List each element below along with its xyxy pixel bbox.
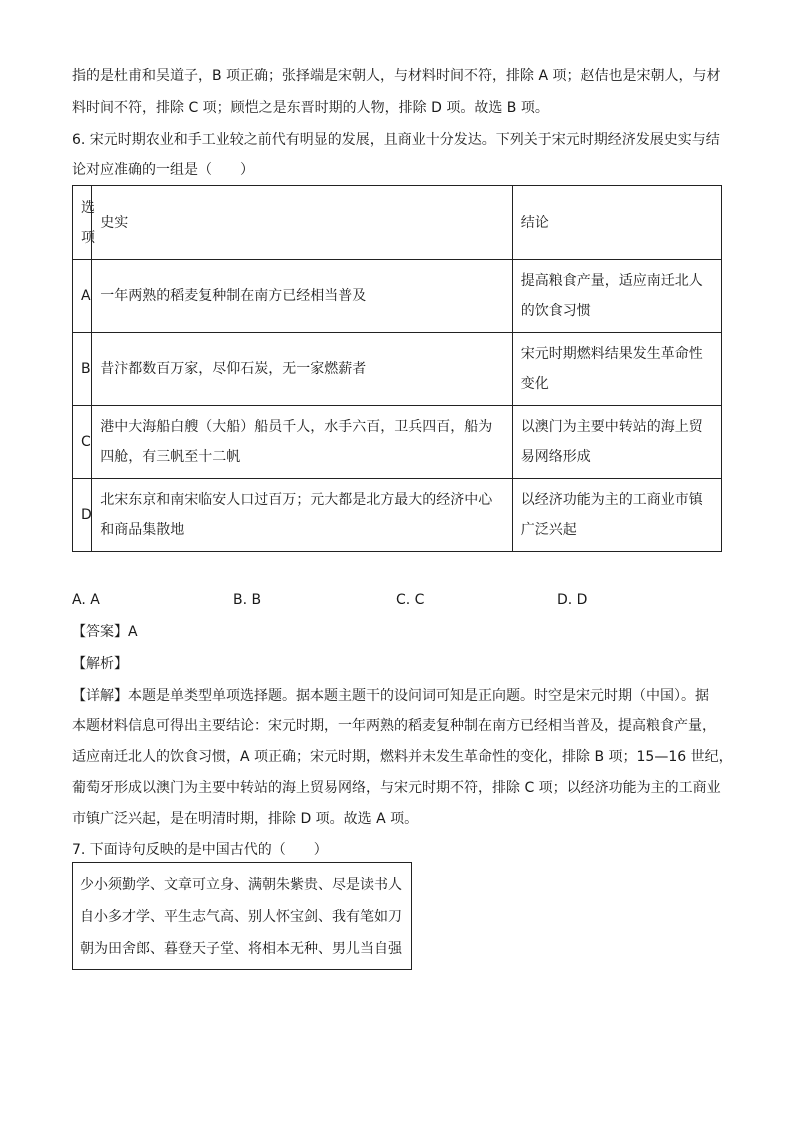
question-7-poem-box [72, 862, 412, 970]
row-option: D [73, 479, 92, 552]
row-conclusion: 提高粮食产量，适应南迁北人的饮食习惯 [512, 260, 721, 333]
header-option: 选项 [73, 186, 92, 260]
question-6-analysis-label: 【解析】 [72, 656, 128, 672]
poem-line-2: 自小多才学、平生志气高、别人怀宝剑、我有笔如刀 [80, 909, 402, 925]
row-fact: 一年两熟的稻麦复种制在南方已经相当普及 [92, 260, 513, 333]
question-6-detail-line-1: 【详解】本题是单类型单项选择题。据本题主题干的设问词可知是正向题。时空是宋元时期（中国）。据 [72, 688, 709, 704]
row-conclusion: 宋元时期燃料结果发生革命性变化 [512, 333, 721, 406]
table-row [73, 333, 722, 406]
question-6-detail-line-5: 市镇广泛兴起，是在明清时期，排除 D 项。故选 A 项。 [72, 811, 419, 827]
row-fact: 港中大海船白艘（大船）船员千人，水手六百，卫兵四百，船为四舱，有三帆至十二帆 [92, 406, 513, 479]
question-6-detail-line-3: 适应南迁北人的饮食习惯，A 项正确；宋元时期，燃料并未发生革命性的变化，排除 B 项；15—16 世纪， [72, 749, 733, 765]
row-option: B [73, 333, 92, 406]
row-conclusion: 以经济功能为主的工商业市镇广泛兴起 [512, 479, 721, 552]
choice-c: C. C [396, 592, 425, 608]
row-conclusion: 以澳门为主要中转站的海上贸易网络形成 [512, 406, 721, 479]
prev-explanation-line-2: 料时间不符，排除 C 项；顾恺之是东晋时期的人物，排除 D 项。故选 B 项。 [72, 100, 549, 116]
poem-line-1: 少小须勤学、文章可立身、满朝朱紫贵、尽是读书人 [80, 877, 402, 893]
question-6-stem-line-1: 6. 宋元时期农业和手工业较之前代有明显的发展，且商业十分发达。下列关于宋元时期经济发展史实与结 [72, 132, 720, 148]
row-option: A [73, 260, 92, 333]
question-6-detail-line-4: 葡萄牙形成以澳门为主要中转站的海上贸易网络，与宋元时期不符，排除 C 项；以经济功能为主的工商业 [72, 780, 721, 796]
row-fact: 昔汴都数百万家，尽仰石炭，无一家燃薪者 [92, 333, 513, 406]
question-6-detail-line-2: 本题材料信息可得出主要结论：宋元时期，一年两熟的稻麦复种制在南方已经相当普及，提高粮食产量， [72, 718, 716, 734]
header-conclusion: 结论 [512, 186, 721, 260]
header-fact: 史实 [92, 186, 513, 260]
question-6-table [72, 185, 722, 552]
question-7-stem: 7. 下面诗句反映的是中国古代的（ ） [72, 842, 328, 858]
choice-d: D. D [557, 592, 588, 608]
row-fact: 北宋东京和南宋临安人口过百万；元大都是北方最大的经济中心和商品集散地 [92, 479, 513, 552]
table-header-row [73, 186, 722, 260]
poem-line-3: 朝为田舍郎、暮登天子堂、将相本无种、男儿当自强 [80, 941, 402, 957]
table-row [73, 406, 722, 479]
choice-a: A. A [72, 592, 100, 608]
table-row [73, 479, 722, 552]
question-6-stem-line-2: 论对应准确的一组是（ ） [72, 162, 254, 178]
table-row [73, 260, 722, 333]
choice-b: B. B [233, 592, 262, 608]
prev-explanation-line-1: 指的是杜甫和吴道子，B 项正确；张择端是宋朝人，与材料时间不符，排除 A 项；赵佶也是宋朝人，与材 [72, 68, 721, 84]
row-option: C [73, 406, 92, 479]
question-6-choices [0, 590, 794, 610]
question-6-answer: 【答案】A [72, 624, 138, 640]
